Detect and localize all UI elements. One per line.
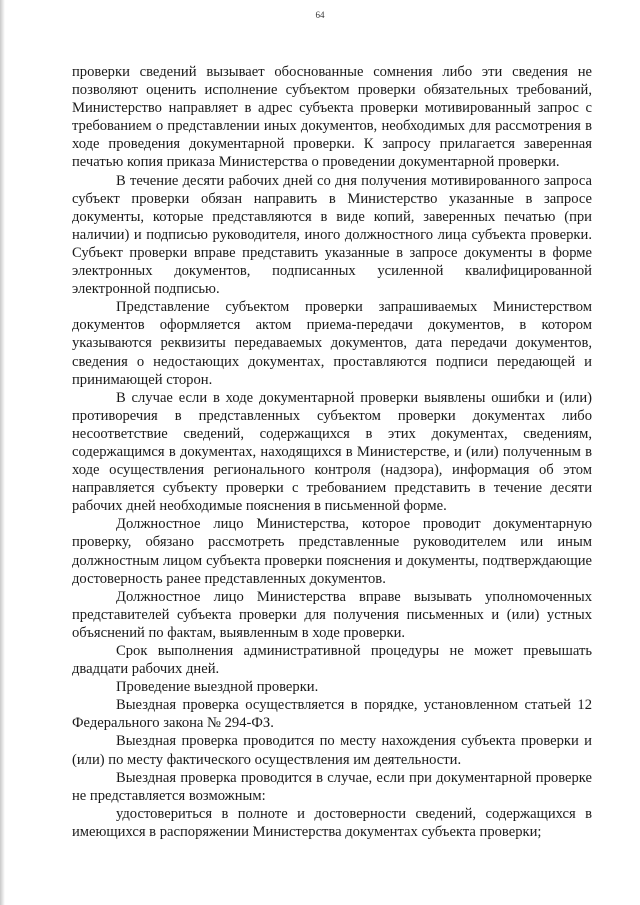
- scan-edge-shadow: [0, 0, 5, 905]
- paragraph-errors-found: В случае если в ходе документарной проверки выявлены ошибки и (или) противоречия в представленных субъектом проверки документах либо несоответствие сведений, содержащихся в этих документах, сведениям, содержащимся в документах, находящихся в Министерстве, и (или) полученным в ходе осуществления регионального контроля (надзора), информация об этом направляется субъекту проверки с требованием представить в течение десяти рабочих дней необходимые пояснения в письменной форме.: [72, 389, 592, 515]
- section-heading-onsite-inspection: Проведение выездной проверки.: [116, 679, 319, 696]
- paragraph-continuation: проверки сведений вызывает обоснованные сомнения либо эти сведения не позволяют оценить исполнение субъектом проверки обязательных требований, Министерство направляет в адрес субъекта проверки мотивированный запрос с требованием о представлении иных документов, необходимых для рассмотрения в ходе проведения документарной проверки. К запросу прилагается заверенная печатью копия приказа Министерства о проведении документарной проверки.: [72, 64, 592, 171]
- page-number: 64: [315, 10, 325, 20]
- paragraph-procedure-term: Срок выполнения административной процедуры не может превышать двадцати рабочих дней.: [72, 643, 592, 678]
- paragraph-request-deadline: В течение десяти рабочих дней со дня получения мотивированного запроса субъект проверки обязан направить в Министерство указанные в запросе документы, которые представляются в виде копий, заверенных печатью (при наличии) и подписью руководителя, иного должностного лица субъекта проверки. Субъект проверки вправе представить указанные в запросе документы в форме электронных документов, подписанных усиленной квалифицированной электронной подписью.: [72, 172, 592, 298]
- paragraph-transfer-act: Представление субъектом проверки запрашиваемых Министерством документов оформляется актом приема-передачи документов, в котором указываются реквизиты передаваемых документов, дата передачи документов, сведения о недостающих документах, проставляются подписи передающей и принимающей сторон.: [72, 299, 592, 388]
- paragraph-summon-representatives: Должностное лицо Министерства вправе вызывать уполномоченных представителей субъекта проверки для получения письменных и (или) устных объяснений по фактам, выявленным в ходе проверки.: [72, 588, 592, 641]
- document-body: [72, 63, 592, 841]
- paragraph-onsite-order: Выездная проверка осуществляется в порядке, установленном статьей 12 Федерального закона № 294-ФЗ.: [72, 697, 592, 732]
- paragraph-onsite-conditions: Выездная проверка проводится в случае, если при документарной проверке не представляется возможным:: [72, 769, 592, 804]
- paragraph-verify-completeness: удостовериться в полноте и достоверности сведений, содержащихся в имеющихся в распоряжении Министерства документах субъекта проверки;: [72, 805, 592, 840]
- paragraph-onsite-location: Выездная проверка проводится по месту нахождения субъекта проверки и (или) по месту фактического осуществления им деятельности.: [72, 733, 592, 768]
- paragraph-official-review: Должностное лицо Министерства, которое проводит документарную проверку, обязано рассмотреть представленные руководителем или иным должностным лицом субъекта проверки пояснения и документы, подтверждающие достоверность ранее представленных документов.: [72, 516, 592, 587]
